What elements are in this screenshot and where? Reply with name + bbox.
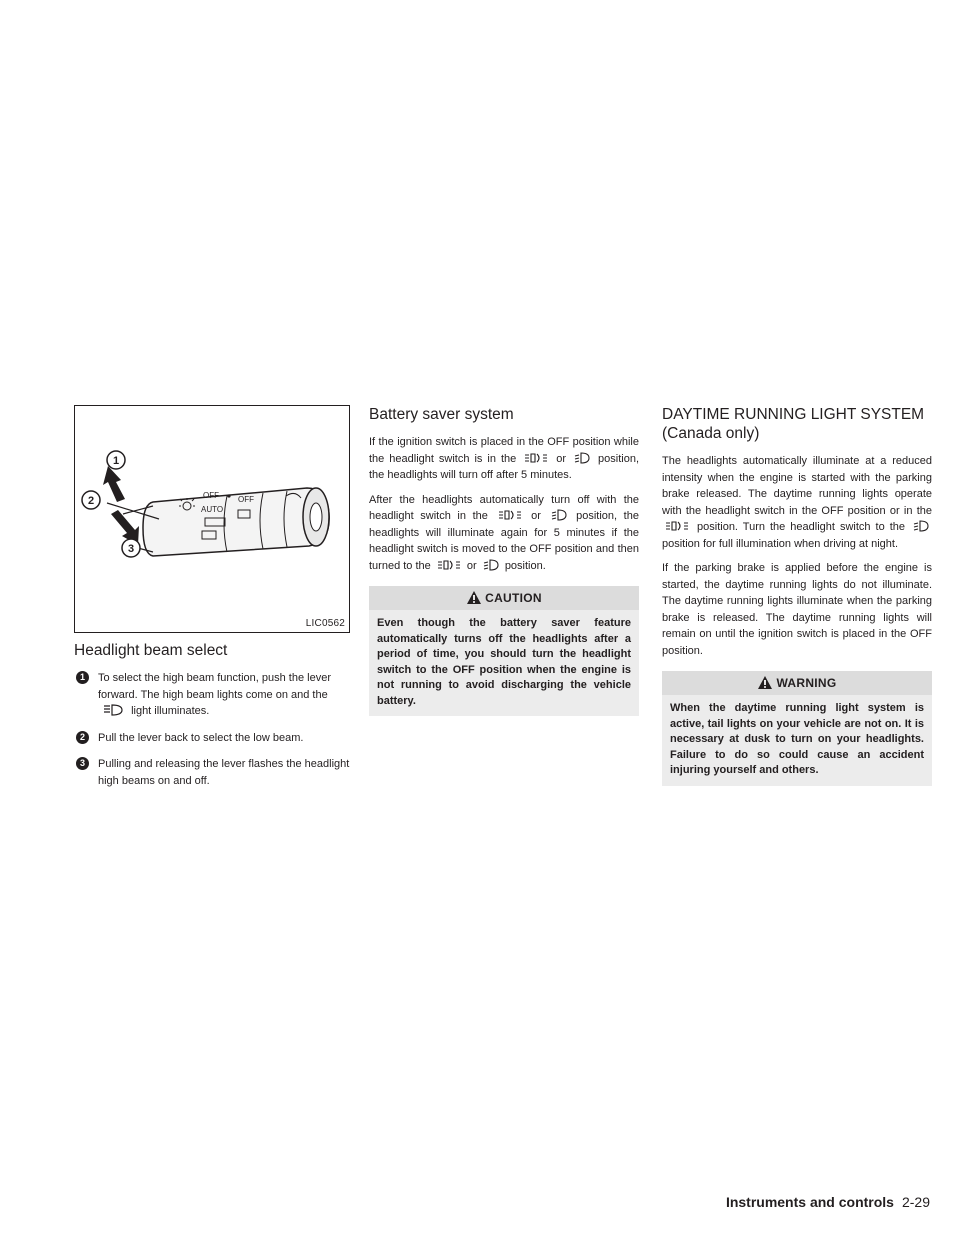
warning-text: When the daytime running light system is active, tail lights on your vehicle are not on. It is necessary at dusk to turn on your headlights. Failure to do so could cause an accident injuring yourself and others. (662, 695, 932, 786)
heading-drl (662, 405, 932, 443)
heading-battery-saver: Battery saver system (369, 406, 514, 423)
caution-header (369, 586, 639, 610)
caution-text: Even though the battery saver feature automatically turns off the headlights after a period of time, you should turn the headlight switch to the OFF position when the engine is not running to avoid discharging the vehicle battery. (369, 610, 639, 716)
drl-paragraph-2: If the parking brake is applied before the engine is started, the daytime running lights do not illuminate. The daytime running lights illuminate when the parking brake is released. The daytime running lights will remain on until the ignition switch is placed in the OFF position. (662, 562, 932, 657)
switch-label-off-1: OFF (203, 491, 219, 500)
headlight-icon (912, 520, 930, 532)
battery-saver-paragraph-1 (369, 434, 639, 484)
drl-p1-b: position. Turn the headlight switch to the (697, 521, 905, 533)
bs-p1-b: or (556, 452, 567, 465)
headlight-lever-illustration (75, 406, 349, 632)
caution-box (369, 586, 639, 716)
page-number: 2-29 (901, 1194, 930, 1210)
headlight-icon (550, 509, 568, 521)
warning-title: WARNING (776, 676, 837, 690)
bs-p2-a: After the headlights automatically turn off with the headlight switch in the (369, 493, 639, 522)
caution-title: CAUTION (485, 591, 542, 605)
callout-3: 3 (128, 543, 135, 555)
step-1-text-a: To select the high beam function, push the lever forward. The high beam lights come on and the (98, 672, 331, 701)
bs-p2-d: or (466, 559, 477, 572)
bs-p2-e: position. (504, 559, 546, 572)
warning-box (662, 671, 932, 786)
bs-p1-a: If the ignition switch is placed in the OFF position while the headlight switch is in the (369, 436, 639, 465)
beam-steps-list (74, 670, 350, 789)
step-1-text-b: light illuminates. (131, 705, 210, 717)
drl-paragraph-1 (662, 453, 932, 552)
warning-header (662, 671, 932, 695)
step-1 (74, 670, 350, 720)
heading-headlight-beam-select: Headlight beam select (74, 642, 228, 659)
step-3 (74, 756, 350, 789)
heading-drl-line1: DAYTIME RUNNING LIGHT SYSTEM (662, 406, 925, 423)
drl-p1-a: The headlights automatically illuminate at a reduced intensity when the engine is started with the parking brake released. The daytime running lights operate with the headlight switch in the OFF position or in the (662, 455, 932, 517)
headlight-lever-figure (74, 405, 350, 633)
warning-triangle-icon (757, 675, 773, 690)
step-number-2: 2 (76, 731, 89, 744)
headlight-icon (482, 559, 500, 571)
column-headlight-beam (74, 405, 350, 799)
bs-p2-c: position, the headlights will illuminate again for 5 minutes if the headlight switch is moved to the OFF position and then turned to the (369, 510, 639, 572)
battery-saver-paragraph-2 (369, 492, 639, 575)
heading-drl-line2: (Canada only) (662, 425, 760, 442)
arrow-up-icon (103, 466, 125, 502)
parking-light-icon (497, 509, 523, 521)
step-3-text: Pulling and releasing the lever flashes the headlight high beams on and off. (98, 758, 350, 787)
bs-p2-b: or (531, 510, 541, 522)
step-number-1: 1 (76, 671, 89, 684)
warning-triangle-icon (466, 590, 482, 605)
bs-p1-c: position, the headlights will turn off after 5 minutes. (369, 452, 640, 481)
step-2 (74, 730, 350, 747)
parking-light-icon (664, 520, 690, 532)
column-battery-saver (369, 405, 639, 716)
headlight-icon (573, 452, 591, 464)
figure-code: LIC0562 (305, 618, 345, 629)
step-number-3: 3 (76, 757, 89, 770)
callout-1: 1 (113, 455, 120, 467)
footer-section: Instruments and controls (725, 1194, 894, 1210)
step-2-text: Pull the lever back to select the low beam. (98, 731, 304, 744)
high-beam-icon (100, 704, 126, 716)
switch-label-off-2: OFF (238, 495, 254, 504)
parking-light-icon (523, 452, 549, 464)
page-footer (726, 1194, 930, 1210)
switch-label-auto: AUTO (201, 505, 224, 514)
column-daytime-running-lights (662, 405, 932, 786)
callout-2: 2 (88, 495, 95, 507)
drl-p1-c: position for full illumination when driving at night. (662, 537, 899, 550)
parking-light-icon (436, 559, 462, 571)
